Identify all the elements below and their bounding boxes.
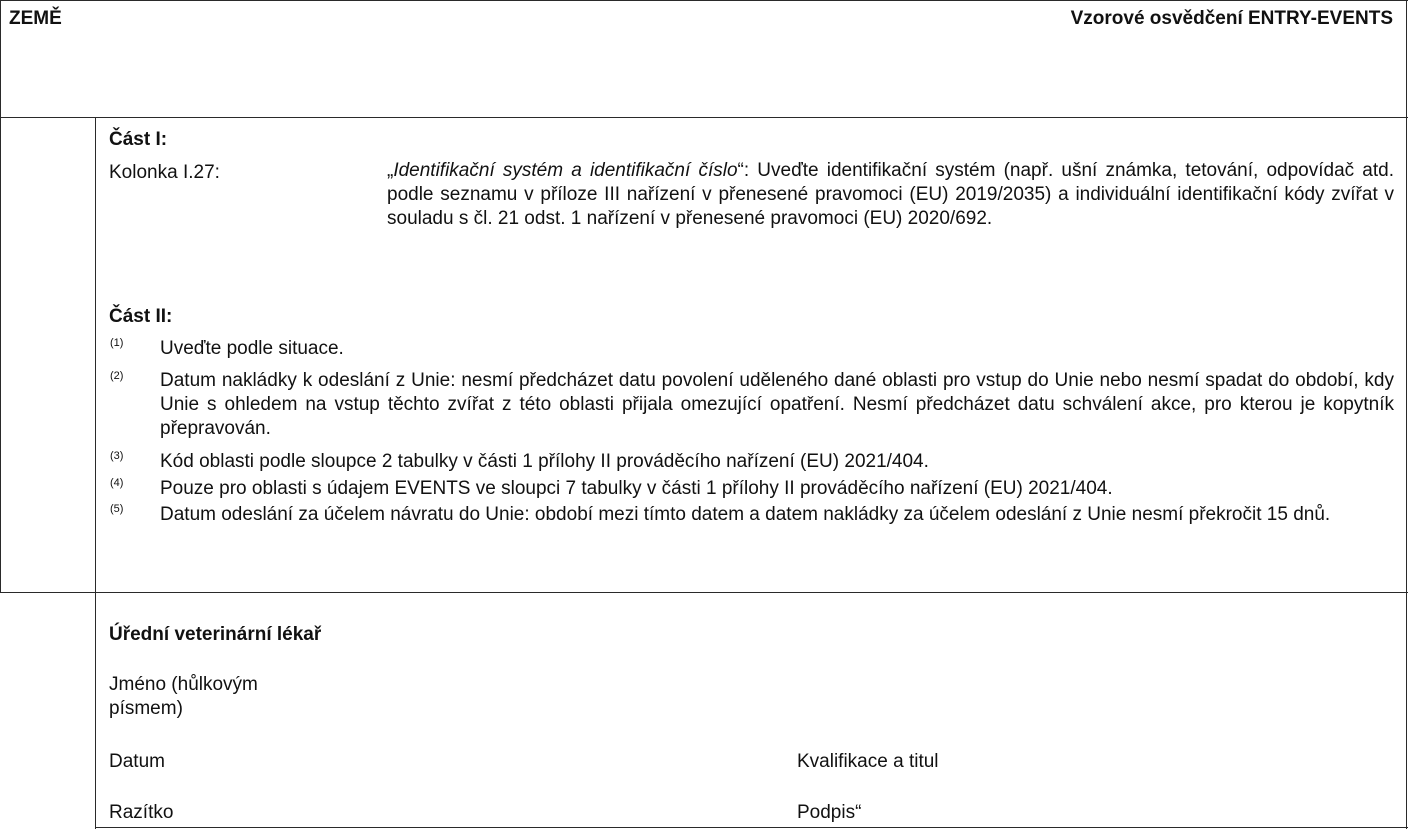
name-label-line2: písmem)	[109, 698, 183, 719]
right-border	[1406, 0, 1407, 829]
note-text: Pouze pro oblasti s údajem EVENTS ve sloupci 7 tabulky v části 1 přílohy II prováděcího nařízení (EU) 2021/404.	[160, 478, 1113, 499]
header-divider	[0, 117, 1408, 118]
official-veterinarian-heading: Úřední veterinární lékař	[109, 624, 322, 645]
signature-label: Podpis“	[797, 802, 862, 823]
quote-open: „	[387, 160, 394, 181]
part2-heading: Část II:	[109, 306, 173, 327]
inner-column-divider	[95, 117, 96, 829]
note-number: (1)	[110, 337, 124, 349]
country-label: ZEMĚ	[9, 8, 62, 29]
bottom-border	[95, 827, 1408, 828]
left-border	[0, 0, 1, 593]
name-label	[109, 673, 258, 721]
top-border	[0, 0, 1408, 1]
box-label: Kolonka I.27:	[109, 162, 220, 183]
certificate-title: Vzorové osvědčení ENTRY-EVENTS	[1070, 8, 1393, 29]
stamp-label: Razítko	[109, 802, 174, 823]
note-text: Uveďte podle situace.	[160, 338, 344, 359]
note-number: (4)	[110, 477, 124, 489]
identification-term: Identifikační systém a identifikační číslo	[393, 160, 738, 181]
note-text: Datum odeslání za účelem návratu do Unie: období mezi tímto datem a datem nakládky za účelem odeslání z Unie nesmí překročit 15 dnů.	[160, 504, 1331, 525]
name-label-line1: Jméno (hůlkovým	[109, 674, 258, 695]
note-number: (5)	[110, 503, 124, 515]
note-text: Datum nakládky k odeslání z Unie: nesmí předcházet datu povolení uděleného dané oblasti pro vstup do Unie nebo nesmí spadat do období, kdy Unie s ohledem na vstup těchto zvířat z této oblasti přijala omezující opatření. Nesmí předcházet datu schválení akce, pro kterou je kopytník přepravován.	[160, 370, 1394, 439]
box-description-text: “: Uveďte identifikační systém (např. ušní známka, tetování, odpovídač atd. podle seznamu v příloze III nařízení v přenesené pravomoci (EU) 2019/2035) a individuální identifikační kódy zvířat v souladu s čl. 21 odst. 1 nařízení v přenesené pravomoci (EU) 2020/692.	[387, 160, 1394, 229]
note-number: (2)	[110, 370, 124, 382]
part1-heading: Část I:	[109, 129, 168, 150]
note-text: Kód oblasti podle sloupce 2 tabulky v části 1 přílohy II prováděcího nařízení (EU) 2021/404.	[160, 451, 929, 472]
box-description	[387, 159, 1394, 231]
section-divider	[0, 592, 1408, 593]
date-label: Datum	[109, 751, 165, 772]
qualification-label: Kvalifikace a titul	[797, 751, 939, 772]
note-number: (3)	[110, 450, 124, 462]
